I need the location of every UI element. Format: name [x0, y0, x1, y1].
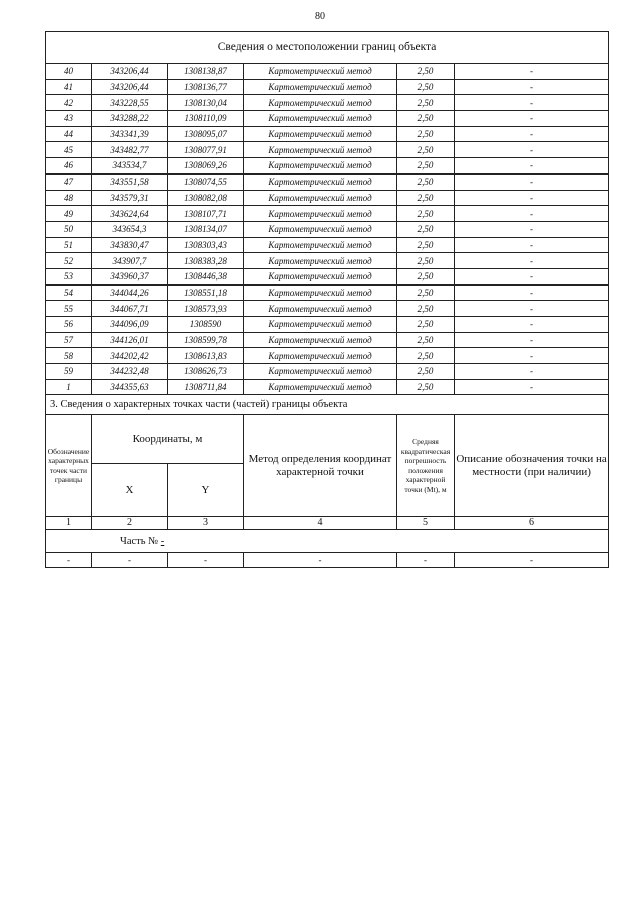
column-number: 6	[455, 517, 609, 530]
method-cell: Картометрический метод	[244, 142, 397, 158]
empty-cell: -	[397, 553, 455, 568]
y-coordinate-cell: 1308383,28	[168, 253, 244, 269]
description-cell: -	[455, 332, 609, 348]
x-coordinate-cell: 343830,47	[92, 237, 168, 253]
method-cell: Картометрический метод	[244, 190, 397, 206]
point-number-cell: 57	[46, 332, 92, 348]
description-cell: -	[455, 142, 609, 158]
accuracy-cell: 2,50	[397, 379, 455, 395]
table-row	[46, 221, 609, 237]
point-number-cell: 59	[46, 364, 92, 380]
description-cell: -	[455, 95, 609, 111]
accuracy-cell: 2,50	[397, 95, 455, 111]
description-cell: -	[455, 111, 609, 127]
table-title: Сведения о местоположении границ объекта	[46, 32, 609, 64]
table-row	[46, 126, 609, 142]
point-number-cell: 51	[46, 237, 92, 253]
description-cell: -	[455, 379, 609, 395]
method-cell: Картометрический метод	[244, 268, 397, 284]
method-cell: Картометрический метод	[244, 221, 397, 237]
empty-cell: -	[46, 553, 92, 568]
table-row	[46, 158, 609, 174]
method-cell: Картометрический метод	[244, 95, 397, 111]
point-number-cell: 48	[46, 190, 92, 206]
description-cell: -	[455, 79, 609, 95]
header-accuracy: Средняя квадратическая погрешность положения характерной точки (Mt), м	[397, 415, 455, 517]
description-cell: -	[455, 221, 609, 237]
description-cell: -	[455, 126, 609, 142]
description-cell: -	[455, 364, 609, 380]
method-cell: Картометрический метод	[244, 174, 397, 190]
description-cell: -	[455, 64, 609, 80]
description-cell: -	[455, 190, 609, 206]
empty-cell: -	[244, 553, 397, 568]
point-number-cell: 44	[46, 126, 92, 142]
point-number-cell: 47	[46, 174, 92, 190]
header-description: Описание обозначения точки на местности (при наличии)	[455, 415, 609, 517]
empty-cell: -	[455, 553, 609, 568]
method-cell: Картометрический метод	[244, 79, 397, 95]
accuracy-cell: 2,50	[397, 301, 455, 317]
point-number-cell: 40	[46, 64, 92, 80]
description-cell: -	[455, 268, 609, 284]
x-coordinate-cell: 343482,77	[92, 142, 168, 158]
table-row	[46, 268, 609, 284]
y-coordinate-cell: 1308069,26	[168, 158, 244, 174]
table-row	[46, 364, 609, 380]
x-coordinate-cell: 343288,22	[92, 111, 168, 127]
header-x: X	[92, 464, 168, 517]
accuracy-cell: 2,50	[397, 253, 455, 269]
y-coordinate-cell: 1308711,84	[168, 379, 244, 395]
method-cell: Картометрический метод	[244, 237, 397, 253]
part-value: -	[160, 535, 165, 547]
description-cell: -	[455, 237, 609, 253]
description-cell: -	[455, 253, 609, 269]
point-number-cell: 58	[46, 348, 92, 364]
table-row	[46, 95, 609, 111]
column-number: 1	[46, 517, 92, 530]
accuracy-cell: 2,50	[397, 221, 455, 237]
method-cell: Картометрический метод	[244, 379, 397, 395]
accuracy-cell: 2,50	[397, 317, 455, 333]
x-coordinate-cell: 343960,37	[92, 268, 168, 284]
x-coordinate-cell: 343206,44	[92, 79, 168, 95]
accuracy-cell: 2,50	[397, 268, 455, 284]
column-number: 3	[168, 517, 244, 530]
table-row	[46, 111, 609, 127]
x-coordinate-cell: 344096,09	[92, 317, 168, 333]
point-number-cell: 42	[46, 95, 92, 111]
table-row	[46, 317, 609, 333]
table-row	[46, 332, 609, 348]
x-coordinate-cell: 343654,3	[92, 221, 168, 237]
table-row	[46, 237, 609, 253]
method-cell: Картометрический метод	[244, 206, 397, 222]
accuracy-cell: 2,50	[397, 111, 455, 127]
table-row	[46, 285, 609, 301]
table-row	[46, 253, 609, 269]
column-number: 5	[397, 517, 455, 530]
table-row	[46, 64, 609, 80]
point-number-cell: 46	[46, 158, 92, 174]
accuracy-cell: 2,50	[397, 364, 455, 380]
y-coordinate-cell: 1308110,09	[168, 111, 244, 127]
method-cell: Картометрический метод	[244, 348, 397, 364]
description-cell: -	[455, 348, 609, 364]
table-row	[46, 379, 609, 395]
accuracy-cell: 2,50	[397, 158, 455, 174]
x-coordinate-cell: 344355,63	[92, 379, 168, 395]
x-coordinate-cell: 343907,7	[92, 253, 168, 269]
y-coordinate-cell: 1308095,07	[168, 126, 244, 142]
accuracy-cell: 2,50	[397, 332, 455, 348]
point-number-cell: 56	[46, 317, 92, 333]
y-coordinate-cell: 1308599,78	[168, 332, 244, 348]
accuracy-cell: 2,50	[397, 79, 455, 95]
accuracy-cell: 2,50	[397, 285, 455, 301]
point-number-cell: 50	[46, 221, 92, 237]
description-cell: -	[455, 317, 609, 333]
header-point-designation: Обозначение характерных точек части границы	[46, 415, 92, 517]
table-row	[46, 174, 609, 190]
table-row	[46, 190, 609, 206]
point-number-cell: 49	[46, 206, 92, 222]
part-points-table	[45, 394, 609, 568]
x-coordinate-cell: 344232,48	[92, 364, 168, 380]
method-cell: Картометрический метод	[244, 111, 397, 127]
accuracy-cell: 2,50	[397, 190, 455, 206]
method-cell: Картометрический метод	[244, 317, 397, 333]
point-number-cell: 54	[46, 285, 92, 301]
x-coordinate-cell: 343624,64	[92, 206, 168, 222]
accuracy-cell: 2,50	[397, 174, 455, 190]
part-label: Часть №	[120, 535, 159, 547]
description-cell: -	[455, 158, 609, 174]
table-row	[46, 142, 609, 158]
x-coordinate-cell: 344126,01	[92, 332, 168, 348]
x-coordinate-cell: 343341,39	[92, 126, 168, 142]
header-method: Метод определения координат характерной точки	[244, 415, 397, 517]
point-number-cell: 43	[46, 111, 92, 127]
x-coordinate-cell: 344067,71	[92, 301, 168, 317]
y-coordinate-cell: 1308082,08	[168, 190, 244, 206]
accuracy-cell: 2,50	[397, 142, 455, 158]
y-coordinate-cell: 1308077,91	[168, 142, 244, 158]
section-title: 3. Сведения о характерных точках части (частей) границы объекта	[46, 395, 609, 415]
table-row	[46, 79, 609, 95]
method-cell: Картометрический метод	[244, 64, 397, 80]
method-cell: Картометрический метод	[244, 332, 397, 348]
part-label-row	[46, 530, 609, 553]
x-coordinate-cell: 343579,31	[92, 190, 168, 206]
point-number-cell: 55	[46, 301, 92, 317]
x-coordinate-cell: 343206,44	[92, 64, 168, 80]
y-coordinate-cell: 1308590	[168, 317, 244, 333]
description-cell: -	[455, 301, 609, 317]
empty-cell: -	[168, 553, 244, 568]
page-number: 80	[315, 11, 325, 22]
accuracy-cell: 2,50	[397, 206, 455, 222]
accuracy-cell: 2,50	[397, 126, 455, 142]
accuracy-cell: 2,50	[397, 237, 455, 253]
empty-cell: -	[92, 553, 168, 568]
method-cell: Картометрический метод	[244, 285, 397, 301]
header-coordinates: Координаты, м	[92, 415, 244, 464]
point-number-cell: 41	[46, 79, 92, 95]
column-number: 4	[244, 517, 397, 530]
y-coordinate-cell: 1308130,04	[168, 95, 244, 111]
point-number-cell: 53	[46, 268, 92, 284]
y-coordinate-cell: 1308551,18	[168, 285, 244, 301]
y-coordinate-cell: 1308303,43	[168, 237, 244, 253]
x-coordinate-cell: 343551,58	[92, 174, 168, 190]
y-coordinate-cell: 1308613,83	[168, 348, 244, 364]
accuracy-cell: 2,50	[397, 64, 455, 80]
method-cell: Картометрический метод	[244, 364, 397, 380]
x-coordinate-cell: 343534,7	[92, 158, 168, 174]
y-coordinate-cell: 1308446,38	[168, 268, 244, 284]
point-number-cell: 45	[46, 142, 92, 158]
x-coordinate-cell: 344044,26	[92, 285, 168, 301]
method-cell: Картометрический метод	[244, 126, 397, 142]
accuracy-cell: 2,50	[397, 348, 455, 364]
boundary-coordinates-table	[45, 31, 609, 395]
y-coordinate-cell: 1308134,07	[168, 221, 244, 237]
method-cell: Картометрический метод	[244, 158, 397, 174]
description-cell: -	[455, 174, 609, 190]
y-coordinate-cell: 1308138,87	[168, 64, 244, 80]
method-cell: Картометрический метод	[244, 253, 397, 269]
description-cell: -	[455, 206, 609, 222]
y-coordinate-cell: 1308074,55	[168, 174, 244, 190]
method-cell: Картометрический метод	[244, 301, 397, 317]
description-cell: -	[455, 285, 609, 301]
table-row	[46, 206, 609, 222]
y-coordinate-cell: 1308626,73	[168, 364, 244, 380]
y-coordinate-cell: 1308107,71	[168, 206, 244, 222]
table-row	[46, 301, 609, 317]
point-number-cell: 1	[46, 379, 92, 395]
y-coordinate-cell: 1308136,77	[168, 79, 244, 95]
x-coordinate-cell: 343228,55	[92, 95, 168, 111]
header-y: Y	[168, 464, 244, 517]
x-coordinate-cell: 344202,42	[92, 348, 168, 364]
y-coordinate-cell: 1308573,93	[168, 301, 244, 317]
column-number: 2	[92, 517, 168, 530]
point-number-cell: 52	[46, 253, 92, 269]
table-row	[46, 348, 609, 364]
